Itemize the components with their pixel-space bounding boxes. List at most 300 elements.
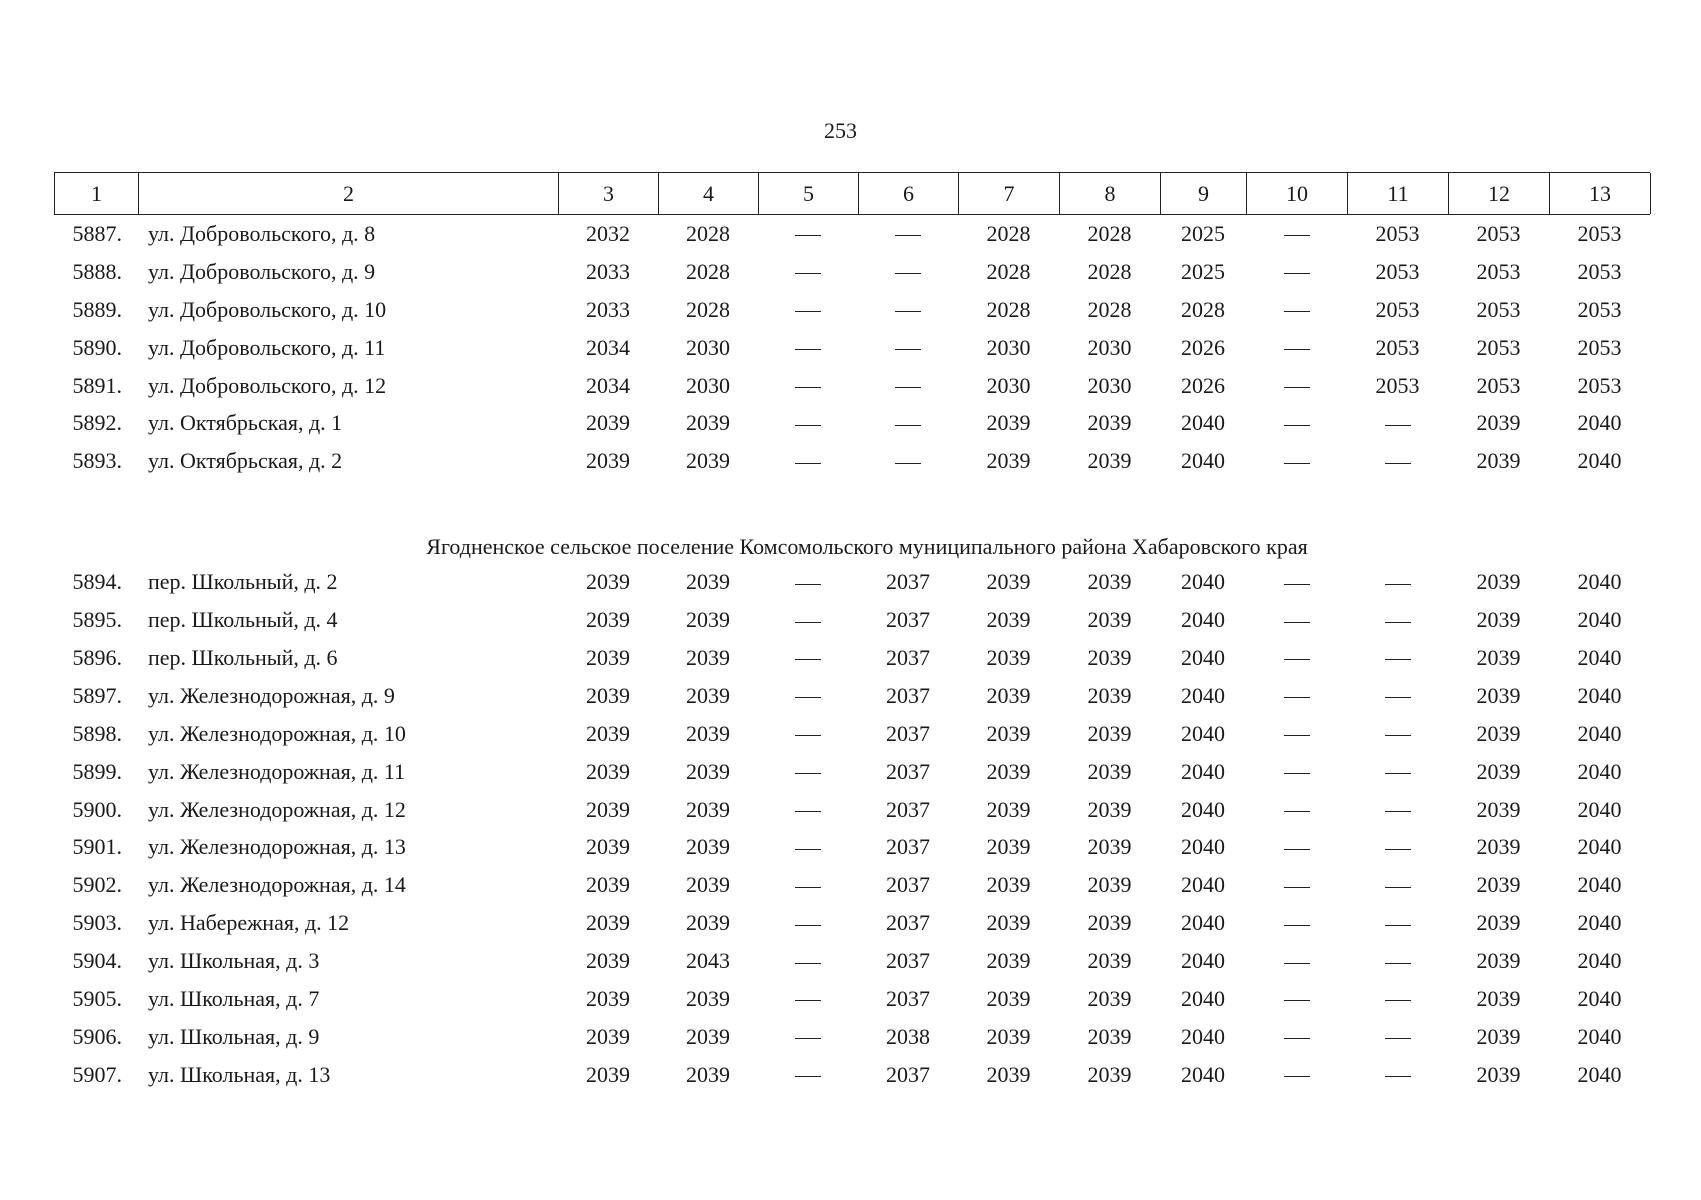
row-value-col-11 xyxy=(1347,1056,1448,1094)
dash-mark xyxy=(795,1000,821,1001)
row-value-col-8: 2039 xyxy=(1087,569,1132,595)
row-value-col-9: 2040 xyxy=(1181,796,1225,822)
dash-mark xyxy=(1385,584,1411,585)
dash-mark xyxy=(1284,1038,1310,1039)
row-address: пер. Школьный, д. 6 xyxy=(148,644,338,670)
row-value-col-12: 2039 xyxy=(1476,448,1521,474)
row-value-col-8: 2039 xyxy=(1087,834,1132,860)
dash-mark xyxy=(795,273,821,274)
table-row xyxy=(54,1056,1650,1094)
dash-mark xyxy=(1284,773,1310,774)
row-value-col-11 xyxy=(1347,563,1448,601)
row-value-col-11 xyxy=(1347,639,1448,677)
table-row xyxy=(54,980,1650,1018)
row-number: 5906. xyxy=(72,1023,122,1049)
row-value-col-8: 2028 xyxy=(1087,220,1132,246)
dash-mark xyxy=(795,887,821,888)
row-value-col-10 xyxy=(1246,215,1347,253)
row-value-col-4: 2039 xyxy=(686,569,730,595)
dash-mark xyxy=(795,387,821,388)
row-number: 5898. xyxy=(72,720,122,746)
section-title: Ягодненское сельское поселение Комсомольского муниципального района Хабаровского края xyxy=(426,534,1308,560)
table-row xyxy=(54,942,1650,980)
row-value-col-3: 2039 xyxy=(586,796,630,822)
dash-mark xyxy=(795,659,821,660)
row-value-col-4: 2028 xyxy=(686,220,730,246)
dash-mark xyxy=(1284,925,1310,926)
row-value-col-13: 2040 xyxy=(1577,834,1622,860)
table-row xyxy=(54,367,1650,405)
dash-mark xyxy=(895,425,921,426)
row-value-col-3: 2039 xyxy=(586,834,630,860)
row-value-col-5 xyxy=(758,563,858,601)
row-value-col-4: 2039 xyxy=(686,910,730,936)
row-value-col-9: 2040 xyxy=(1181,410,1225,436)
row-value-col-3: 2032 xyxy=(586,220,630,246)
row-value-col-8: 2028 xyxy=(1087,296,1132,322)
row-value-col-11 xyxy=(1347,866,1448,904)
row-value-col-7: 2039 xyxy=(986,1061,1031,1087)
row-value-col-13: 2040 xyxy=(1577,796,1622,822)
row-value-col-9: 2025 xyxy=(1181,220,1225,246)
header-cell-4: 4 xyxy=(659,173,759,214)
row-value-col-6: 2037 xyxy=(886,644,930,670)
row-value-col-13: 2040 xyxy=(1577,607,1622,633)
header-cell-7: 7 xyxy=(959,173,1060,214)
dash-mark xyxy=(1385,735,1411,736)
row-value-col-10 xyxy=(1246,639,1347,677)
row-value-col-10 xyxy=(1246,980,1347,1018)
header-cell-13: 13 xyxy=(1550,173,1651,214)
row-value-col-7: 2028 xyxy=(986,220,1031,246)
row-value-col-7: 2030 xyxy=(986,334,1031,360)
dash-mark xyxy=(895,311,921,312)
row-number: 5901. xyxy=(72,834,122,860)
row-value-col-5 xyxy=(758,1018,858,1056)
row-value-col-11: 2053 xyxy=(1375,334,1420,360)
row-value-col-3: 2039 xyxy=(586,985,630,1011)
dash-mark xyxy=(1385,659,1411,660)
row-value-col-12: 2039 xyxy=(1476,985,1521,1011)
row-value-col-9: 2025 xyxy=(1181,258,1225,284)
header-cell-5: 5 xyxy=(759,173,859,214)
row-value-col-12: 2053 xyxy=(1476,258,1521,284)
row-value-col-3: 2039 xyxy=(586,758,630,784)
row-value-col-3: 2039 xyxy=(586,410,630,436)
row-value-col-7: 2039 xyxy=(986,607,1031,633)
row-value-col-10 xyxy=(1246,904,1347,942)
table-row xyxy=(54,601,1650,639)
row-value-col-9: 2040 xyxy=(1181,720,1225,746)
table-header xyxy=(54,172,1650,215)
row-value-col-13: 2040 xyxy=(1577,1023,1622,1049)
row-value-col-5 xyxy=(758,1056,858,1094)
row-value-col-5 xyxy=(758,828,858,866)
row-value-col-10 xyxy=(1246,677,1347,715)
row-value-col-7: 2039 xyxy=(986,910,1031,936)
row-value-col-4: 2039 xyxy=(686,1023,730,1049)
row-value-col-13: 2040 xyxy=(1577,910,1622,936)
row-value-col-12: 2039 xyxy=(1476,1023,1521,1049)
row-address: ул. Набережная, д. 12 xyxy=(148,910,350,936)
dash-mark xyxy=(795,811,821,812)
row-value-col-10 xyxy=(1246,367,1347,405)
row-number: 5904. xyxy=(72,948,122,974)
dash-mark xyxy=(1385,811,1411,812)
row-value-col-13: 2040 xyxy=(1577,644,1622,670)
row-value-col-12: 2039 xyxy=(1476,644,1521,670)
row-value-col-6 xyxy=(858,215,958,253)
dash-mark xyxy=(1385,425,1411,426)
row-value-col-7: 2039 xyxy=(986,796,1031,822)
dash-mark xyxy=(1284,735,1310,736)
row-value-col-6: 2037 xyxy=(886,758,930,784)
row-value-col-4: 2039 xyxy=(686,1061,730,1087)
row-value-col-11 xyxy=(1347,904,1448,942)
row-value-col-9: 2040 xyxy=(1181,569,1225,595)
row-address: ул. Добровольского, д. 8 xyxy=(148,220,376,246)
dash-mark xyxy=(795,697,821,698)
row-value-col-12: 2039 xyxy=(1476,607,1521,633)
row-value-col-6: 2037 xyxy=(886,910,930,936)
row-value-col-5 xyxy=(758,329,858,367)
dash-mark xyxy=(795,463,821,464)
row-value-col-6: 2037 xyxy=(886,720,930,746)
row-address: ул. Железнодорожная, д. 14 xyxy=(148,872,406,898)
row-value-col-10 xyxy=(1246,1018,1347,1056)
dash-mark xyxy=(1284,1000,1310,1001)
row-number: 5897. xyxy=(72,682,122,708)
row-value-col-5 xyxy=(758,639,858,677)
dash-mark xyxy=(1385,773,1411,774)
row-value-col-6: 2037 xyxy=(886,682,930,708)
dash-mark xyxy=(895,463,921,464)
row-value-col-8: 2039 xyxy=(1087,796,1132,822)
row-value-col-8: 2039 xyxy=(1087,448,1132,474)
row-value-col-4: 2039 xyxy=(686,448,730,474)
dash-mark xyxy=(1385,622,1411,623)
table-body-top xyxy=(54,215,1650,480)
row-value-col-3: 2039 xyxy=(586,569,630,595)
dash-mark xyxy=(1385,697,1411,698)
row-value-col-8: 2039 xyxy=(1087,758,1132,784)
dash-mark xyxy=(895,349,921,350)
row-value-col-10 xyxy=(1246,601,1347,639)
table-row xyxy=(54,677,1650,715)
row-value-col-4: 2039 xyxy=(686,720,730,746)
dash-mark xyxy=(1385,1076,1411,1077)
row-number: 5893. xyxy=(72,448,122,474)
row-address: ул. Железнодорожная, д. 10 xyxy=(148,720,406,746)
row-value-col-3: 2039 xyxy=(586,720,630,746)
row-value-col-8: 2039 xyxy=(1087,910,1132,936)
row-number: 5896. xyxy=(72,644,122,670)
header-cell-8: 8 xyxy=(1060,173,1161,214)
header-cell-1: 1 xyxy=(55,173,139,214)
table-row xyxy=(54,253,1650,291)
row-address: ул. Добровольского, д. 11 xyxy=(148,334,386,360)
row-value-col-13: 2040 xyxy=(1577,948,1622,974)
row-value-col-7: 2039 xyxy=(986,448,1031,474)
row-value-col-4: 2039 xyxy=(686,644,730,670)
row-value-col-5 xyxy=(758,942,858,980)
row-value-col-7: 2039 xyxy=(986,720,1031,746)
dash-mark xyxy=(795,1076,821,1077)
row-value-col-3: 2039 xyxy=(586,910,630,936)
row-value-col-10 xyxy=(1246,866,1347,904)
row-value-col-6 xyxy=(858,291,958,329)
row-value-col-8: 2039 xyxy=(1087,1061,1132,1087)
row-value-col-12: 2053 xyxy=(1476,334,1521,360)
row-value-col-13: 2040 xyxy=(1577,569,1622,595)
row-number: 5907. xyxy=(72,1061,122,1087)
dash-mark xyxy=(795,584,821,585)
table-body-bottom xyxy=(54,563,1650,1093)
row-value-col-12: 2039 xyxy=(1476,682,1521,708)
dash-mark xyxy=(795,773,821,774)
row-number: 5899. xyxy=(72,758,122,784)
row-value-col-12: 2039 xyxy=(1476,720,1521,746)
table-row xyxy=(54,828,1650,866)
row-value-col-3: 2039 xyxy=(586,872,630,898)
header-cell-11: 11 xyxy=(1348,173,1449,214)
table-row xyxy=(54,563,1650,601)
row-value-col-4: 2039 xyxy=(686,796,730,822)
housing-table xyxy=(54,172,1650,1094)
row-value-col-7: 2030 xyxy=(986,372,1031,398)
table-row xyxy=(54,715,1650,753)
dash-mark xyxy=(795,735,821,736)
row-value-col-11 xyxy=(1347,828,1448,866)
dash-mark xyxy=(1284,273,1310,274)
row-value-col-7: 2028 xyxy=(986,296,1031,322)
row-value-col-5 xyxy=(758,215,858,253)
row-address: ул. Железнодорожная, д. 11 xyxy=(148,758,406,784)
row-value-col-6: 2037 xyxy=(886,796,930,822)
dash-mark xyxy=(795,349,821,350)
row-value-col-6: 2037 xyxy=(886,569,930,595)
row-address: ул. Октябрьская, д. 2 xyxy=(148,448,343,474)
row-value-col-11: 2053 xyxy=(1375,296,1420,322)
row-value-col-8: 2039 xyxy=(1087,644,1132,670)
row-value-col-9: 2040 xyxy=(1181,758,1225,784)
row-value-col-9: 2040 xyxy=(1181,1023,1225,1049)
row-number: 5902. xyxy=(72,872,122,898)
row-value-col-7: 2039 xyxy=(986,410,1031,436)
row-value-col-8: 2028 xyxy=(1087,258,1132,284)
row-value-col-8: 2039 xyxy=(1087,720,1132,746)
row-address: ул. Железнодорожная, д. 9 xyxy=(148,682,395,708)
dash-mark xyxy=(1284,849,1310,850)
table-row xyxy=(54,1018,1650,1056)
row-value-col-3: 2039 xyxy=(586,948,630,974)
dash-mark xyxy=(795,849,821,850)
row-value-col-13: 2053 xyxy=(1577,372,1622,398)
table-row xyxy=(54,404,1650,442)
row-address: пер. Школьный, д. 4 xyxy=(148,607,338,633)
row-value-col-10 xyxy=(1246,442,1347,480)
row-value-col-5 xyxy=(758,753,858,791)
row-address: ул. Железнодорожная, д. 12 xyxy=(148,796,406,822)
row-value-col-4: 2039 xyxy=(686,607,730,633)
row-number: 5900. xyxy=(72,796,122,822)
row-value-col-7: 2039 xyxy=(986,569,1031,595)
table-row xyxy=(54,329,1650,367)
row-value-col-6: 2037 xyxy=(886,985,930,1011)
row-value-col-8: 2039 xyxy=(1087,682,1132,708)
row-value-col-13: 2040 xyxy=(1577,1061,1622,1087)
row-value-col-10 xyxy=(1246,715,1347,753)
row-value-col-3: 2039 xyxy=(586,448,630,474)
row-value-col-13: 2040 xyxy=(1577,448,1622,474)
row-value-col-11 xyxy=(1347,942,1448,980)
dash-mark xyxy=(795,963,821,964)
row-value-col-8: 2030 xyxy=(1087,372,1132,398)
row-value-col-12: 2039 xyxy=(1476,948,1521,974)
row-value-col-3: 2039 xyxy=(586,607,630,633)
row-value-col-7: 2039 xyxy=(986,834,1031,860)
dash-mark xyxy=(1284,963,1310,964)
row-value-col-13: 2040 xyxy=(1577,410,1622,436)
dash-mark xyxy=(1284,349,1310,350)
row-number: 5889. xyxy=(72,296,122,322)
dash-mark xyxy=(1284,463,1310,464)
row-value-col-12: 2039 xyxy=(1476,410,1521,436)
row-value-col-7: 2039 xyxy=(986,758,1031,784)
dash-mark xyxy=(1385,849,1411,850)
dash-mark xyxy=(1284,887,1310,888)
row-value-col-4: 2039 xyxy=(686,985,730,1011)
dash-mark xyxy=(1284,622,1310,623)
table-row xyxy=(54,753,1650,791)
row-value-col-11 xyxy=(1347,404,1448,442)
row-value-col-4: 2030 xyxy=(686,372,730,398)
dash-mark xyxy=(1284,1076,1310,1077)
row-value-col-12: 2053 xyxy=(1476,372,1521,398)
row-value-col-10 xyxy=(1246,253,1347,291)
row-value-col-4: 2030 xyxy=(686,334,730,360)
row-value-col-3: 2033 xyxy=(586,296,630,322)
dash-mark xyxy=(1385,963,1411,964)
row-value-col-11 xyxy=(1347,601,1448,639)
row-value-col-6: 2037 xyxy=(886,872,930,898)
row-value-col-9: 2026 xyxy=(1181,334,1225,360)
row-value-col-4: 2043 xyxy=(686,948,730,974)
row-value-col-5 xyxy=(758,715,858,753)
table-row xyxy=(54,904,1650,942)
row-value-col-11: 2053 xyxy=(1375,258,1420,284)
dash-mark xyxy=(1385,887,1411,888)
row-value-col-4: 2028 xyxy=(686,296,730,322)
row-value-col-12: 2039 xyxy=(1476,1061,1521,1087)
row-value-col-5 xyxy=(758,904,858,942)
row-address: ул. Добровольского, д. 12 xyxy=(148,372,387,398)
page-number: 253 xyxy=(824,118,857,143)
row-value-col-5 xyxy=(758,677,858,715)
dash-mark xyxy=(1284,811,1310,812)
row-value-col-6: 2037 xyxy=(886,607,930,633)
row-number: 5890. xyxy=(72,334,122,360)
row-address: ул. Школьная, д. 9 xyxy=(148,1023,320,1049)
row-value-col-5 xyxy=(758,866,858,904)
row-value-col-3: 2034 xyxy=(586,334,630,360)
row-value-col-12: 2039 xyxy=(1476,796,1521,822)
row-value-col-10 xyxy=(1246,942,1347,980)
row-value-col-11 xyxy=(1347,677,1448,715)
table-row xyxy=(54,639,1650,677)
row-value-col-5 xyxy=(758,291,858,329)
dash-mark xyxy=(795,425,821,426)
row-value-col-9: 2040 xyxy=(1181,644,1225,670)
row-address: пер. Школьный, д. 2 xyxy=(148,569,338,595)
row-value-col-9: 2040 xyxy=(1181,985,1225,1011)
row-value-col-8: 2039 xyxy=(1087,985,1132,1011)
row-number: 5895. xyxy=(72,607,122,633)
dash-mark xyxy=(1284,311,1310,312)
dash-mark xyxy=(1284,387,1310,388)
row-value-col-10 xyxy=(1246,753,1347,791)
row-value-col-12: 2039 xyxy=(1476,910,1521,936)
table-row xyxy=(54,791,1650,829)
row-value-col-5 xyxy=(758,404,858,442)
row-address: ул. Школьная, д. 13 xyxy=(148,1061,331,1087)
row-value-col-4: 2039 xyxy=(686,872,730,898)
dash-mark xyxy=(1385,1000,1411,1001)
row-value-col-9: 2028 xyxy=(1181,296,1225,322)
row-value-col-4: 2039 xyxy=(686,834,730,860)
row-value-col-7: 2039 xyxy=(986,872,1031,898)
table-row xyxy=(54,291,1650,329)
row-value-col-12: 2053 xyxy=(1476,296,1521,322)
row-value-col-6 xyxy=(858,404,958,442)
row-value-col-10 xyxy=(1246,791,1347,829)
row-value-col-13: 2040 xyxy=(1577,758,1622,784)
row-number: 5892. xyxy=(72,410,122,436)
row-value-col-5 xyxy=(758,253,858,291)
row-value-col-8: 2030 xyxy=(1087,334,1132,360)
row-value-col-6: 2037 xyxy=(886,1061,930,1087)
row-value-col-4: 2028 xyxy=(686,258,730,284)
row-number: 5888. xyxy=(72,258,122,284)
dash-mark xyxy=(1284,659,1310,660)
row-value-col-11: 2053 xyxy=(1375,372,1420,398)
row-value-col-8: 2039 xyxy=(1087,410,1132,436)
row-value-col-3: 2039 xyxy=(586,644,630,670)
row-value-col-13: 2053 xyxy=(1577,220,1622,246)
table-row xyxy=(54,866,1650,904)
row-value-col-13: 2040 xyxy=(1577,985,1622,1011)
dash-mark xyxy=(795,311,821,312)
row-value-col-13: 2040 xyxy=(1577,720,1622,746)
row-value-col-9: 2026 xyxy=(1181,372,1225,398)
row-value-col-7: 2039 xyxy=(986,1023,1031,1049)
row-value-col-11: 2053 xyxy=(1375,220,1420,246)
row-value-col-5 xyxy=(758,601,858,639)
row-value-col-9: 2040 xyxy=(1181,1061,1225,1087)
row-value-col-6: 2038 xyxy=(886,1023,930,1049)
row-value-col-6: 2037 xyxy=(886,948,930,974)
dash-mark xyxy=(1284,697,1310,698)
header-cell-9: 9 xyxy=(1161,173,1247,214)
row-value-col-3: 2039 xyxy=(586,1023,630,1049)
row-value-col-11 xyxy=(1347,753,1448,791)
row-number: 5905. xyxy=(72,985,122,1011)
row-value-col-12: 2039 xyxy=(1476,872,1521,898)
row-number: 5887. xyxy=(72,220,122,246)
row-value-col-10 xyxy=(1246,828,1347,866)
header-cell-3: 3 xyxy=(559,173,659,214)
row-value-col-13: 2040 xyxy=(1577,872,1622,898)
